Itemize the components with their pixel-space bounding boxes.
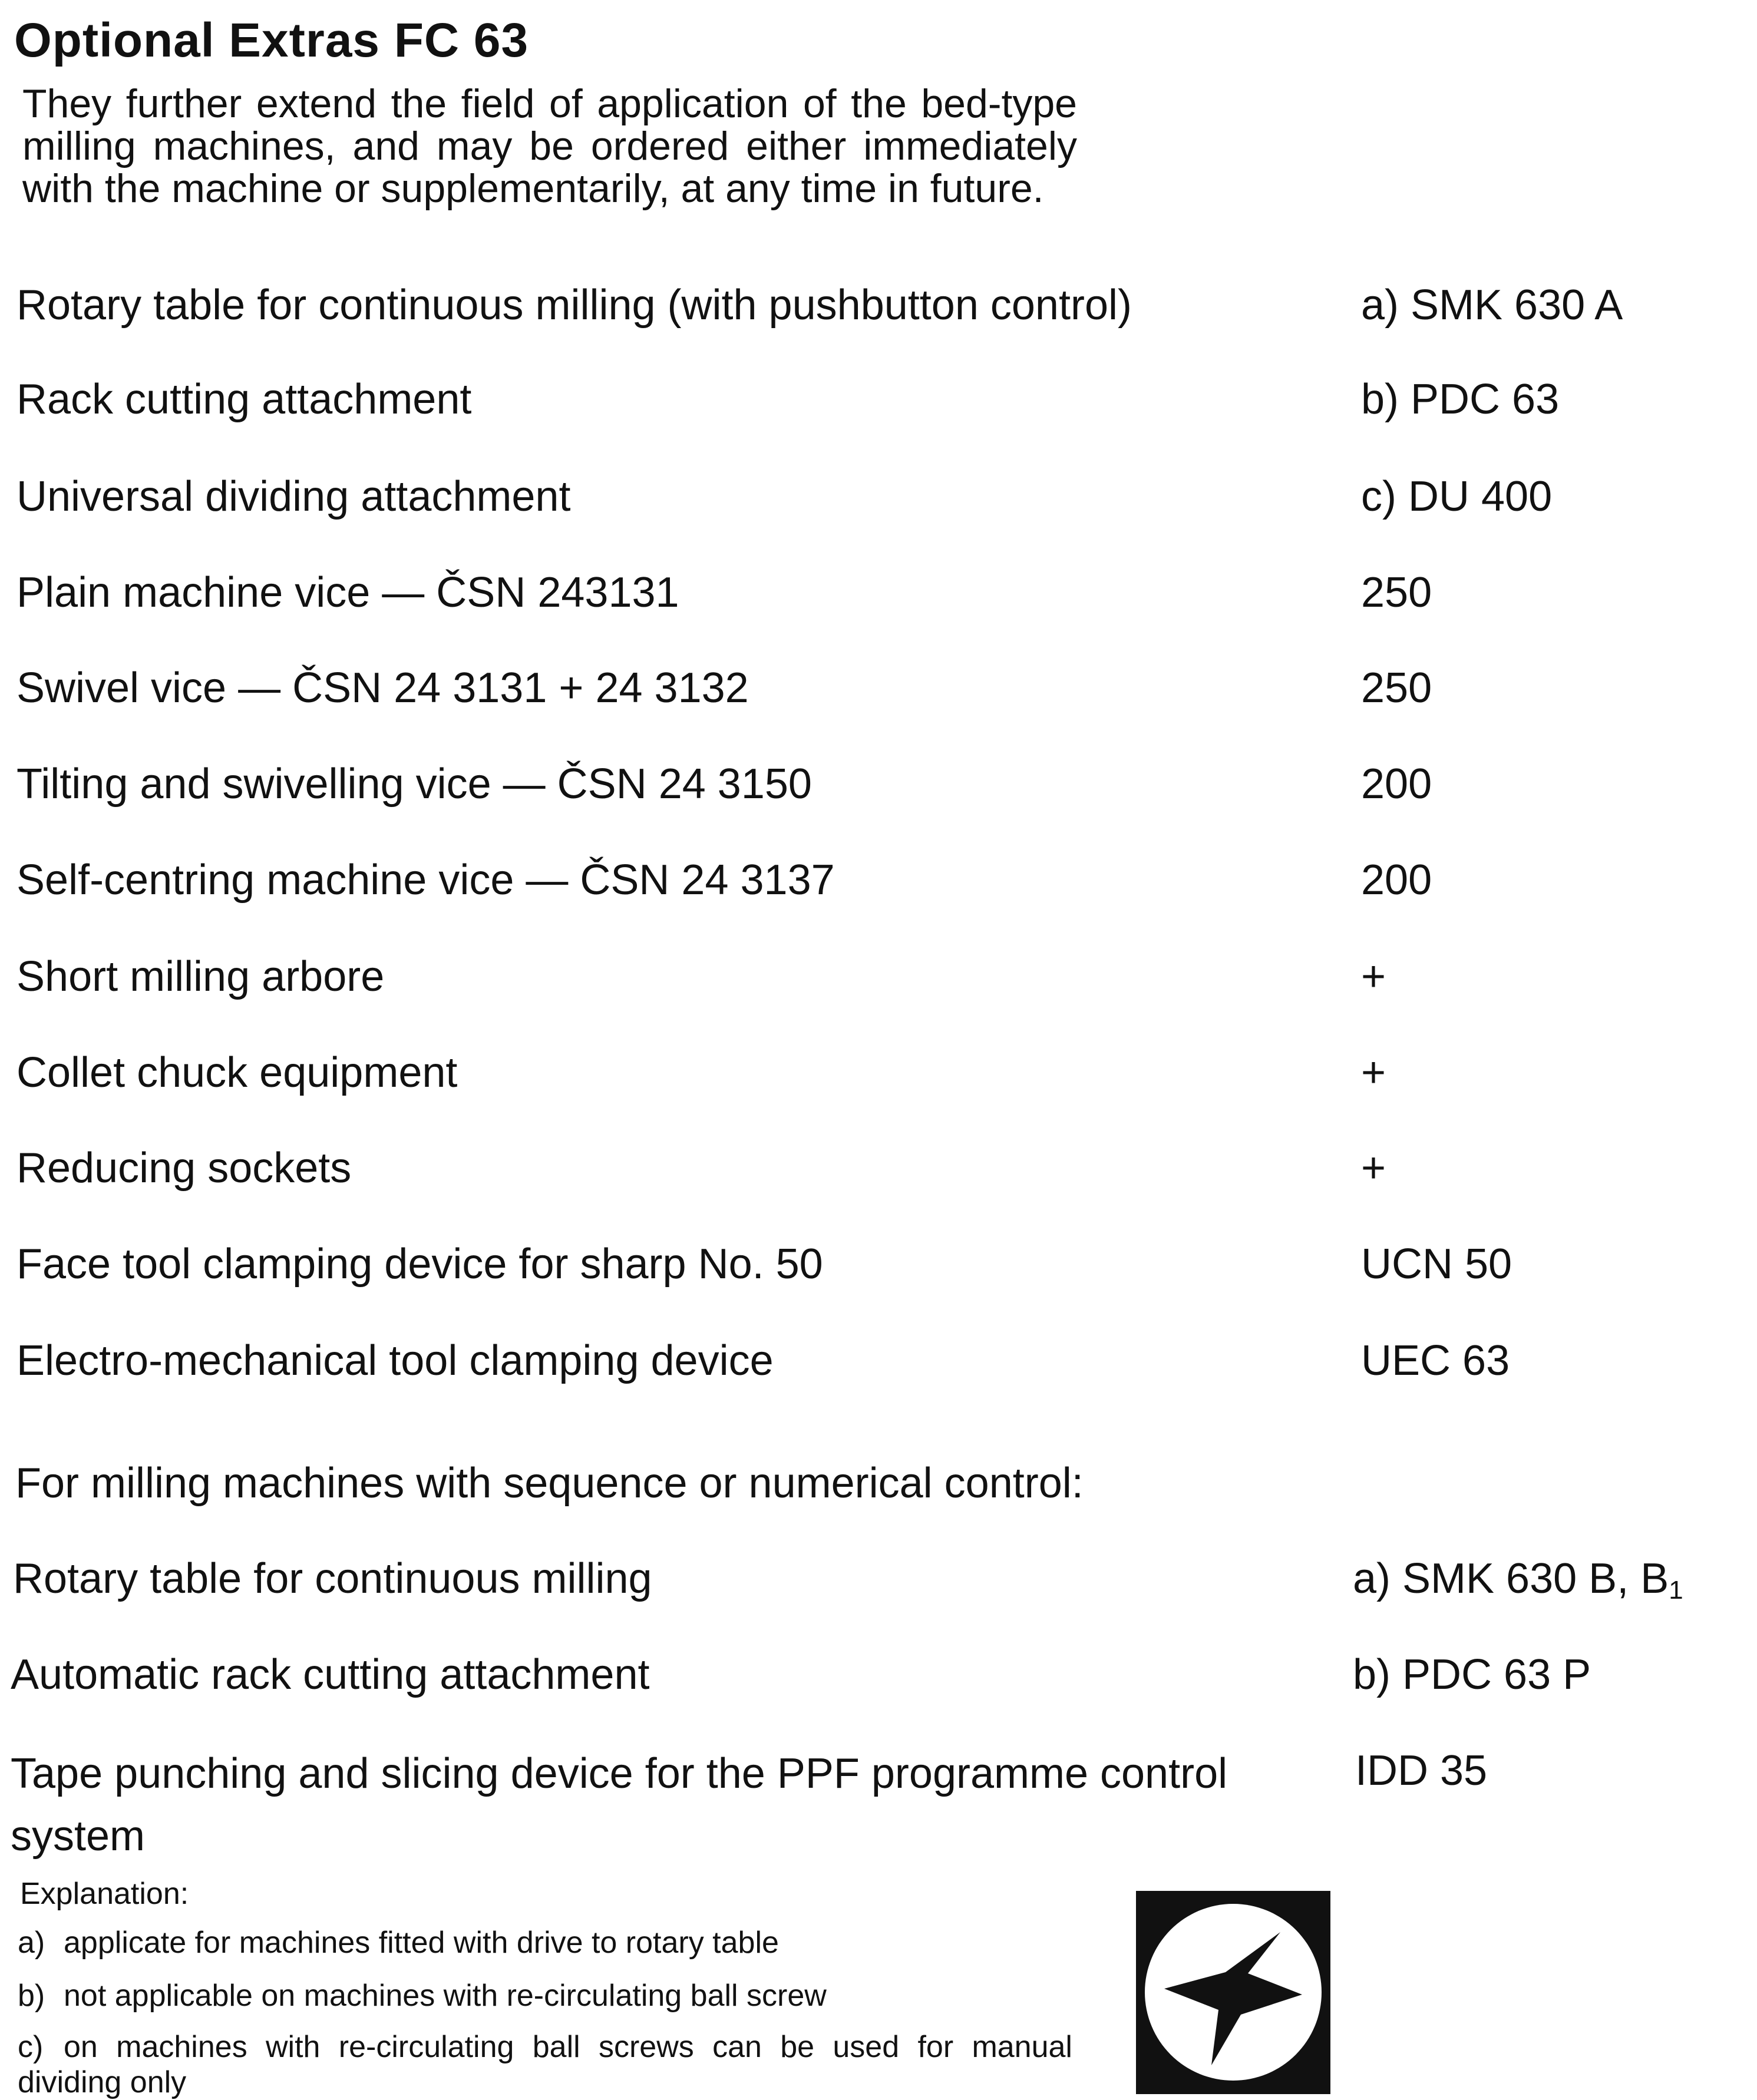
item-label: Self-centring machine vice — ČSN 24 3137 <box>16 856 835 904</box>
item-label: Reducing sockets <box>16 1145 352 1192</box>
table-row <box>0 1044 1757 1103</box>
item-value: a) SMK 630 B, $B_1$ <box>1353 1555 1683 1605</box>
item-value: 200 <box>1361 760 1432 808</box>
table-row <box>0 1550 1757 1609</box>
item-label: Rack cutting attachment <box>16 376 472 423</box>
note-key: b) <box>18 1979 45 2013</box>
table-row <box>0 1332 1757 1391</box>
four-point-star-icon <box>1136 1891 1330 2094</box>
explanation-note <box>18 1925 1072 1960</box>
item-value: 200 <box>1361 856 1432 904</box>
item-label: Rotary table for continuous milling (with pushbutton control) <box>16 282 1132 329</box>
item-value: + <box>1361 953 1386 1000</box>
page-title: Optional Extras FC 63 <box>14 14 529 67</box>
item-value: IDD 35 <box>1355 1747 1488 1794</box>
note-text: not applicable on machines with re-circulating ball screw <box>64 1979 827 2013</box>
item-value: b) PDC 63 P <box>1353 1651 1591 1698</box>
note-key: c) <box>18 2030 44 2064</box>
table-row <box>0 660 1757 719</box>
intro-paragraph: They further extend the field of application of the bed-type milling machines, and may be ordered either immediately with the machine or supplementarily, at any time in future. <box>22 81 1077 211</box>
item-value: UEC 63 <box>1361 1337 1510 1384</box>
item-value: c) DU 400 <box>1361 473 1553 520</box>
table-row <box>0 371 1757 430</box>
item-label: Tape punching and slicing device for the PPF programme control system <box>11 1750 1228 1860</box>
item-value: + <box>1361 1145 1386 1192</box>
item-label: Swivel vice — ČSN 24 3131 + 24 3132 <box>16 664 749 712</box>
table-row <box>0 1140 1757 1199</box>
item-value: b) PDC 63 <box>1361 376 1560 423</box>
item-label: Universal dividing attachment <box>16 473 571 520</box>
item-label: Electro-mechanical tool clamping device <box>16 1337 774 1384</box>
star-emblem-logo <box>1136 1891 1330 2094</box>
table-row <box>0 948 1757 1007</box>
item-label: Short milling arbore <box>16 953 385 1000</box>
table-row <box>0 756 1757 815</box>
table-row <box>0 1742 1757 1866</box>
table-row <box>0 852 1757 911</box>
nc-section-heading: For milling machines with sequence or numerical control: <box>15 1460 1084 1507</box>
item-value: UCN 50 <box>1361 1241 1512 1288</box>
explanation-title: Explanation: <box>20 1877 189 1911</box>
item-label: Rotary table for continuous milling <box>13 1555 652 1602</box>
table-row <box>0 277 1757 336</box>
item-label: Plain machine vice — ČSN 243131 <box>16 569 679 616</box>
note-text: on machines with re-circulating ball screws can be used for manual dividing only <box>18 2030 1072 2099</box>
table-row <box>0 1236 1757 1295</box>
table-row <box>0 468 1757 527</box>
item-label: Collet chuck equipment <box>16 1049 458 1096</box>
explanation-note <box>18 2029 1072 2100</box>
item-value: a) SMK 630 A <box>1361 282 1623 329</box>
item-value: + <box>1361 1049 1386 1096</box>
item-value: 250 <box>1361 664 1432 712</box>
explanation-note <box>18 1978 1072 2013</box>
item-label: Automatic rack cutting attachment <box>11 1651 650 1698</box>
note-key: a) <box>18 1926 45 1960</box>
note-text: applicate for machines fitted with drive to rotary table <box>64 1926 779 1960</box>
item-value: 250 <box>1361 569 1432 616</box>
table-row <box>0 1646 1757 1705</box>
item-label: Face tool clamping device for sharp No. 50 <box>16 1241 823 1288</box>
table-row <box>0 564 1757 623</box>
item-label: Tilting and swivelling vice — ČSN 24 3150 <box>16 760 812 808</box>
